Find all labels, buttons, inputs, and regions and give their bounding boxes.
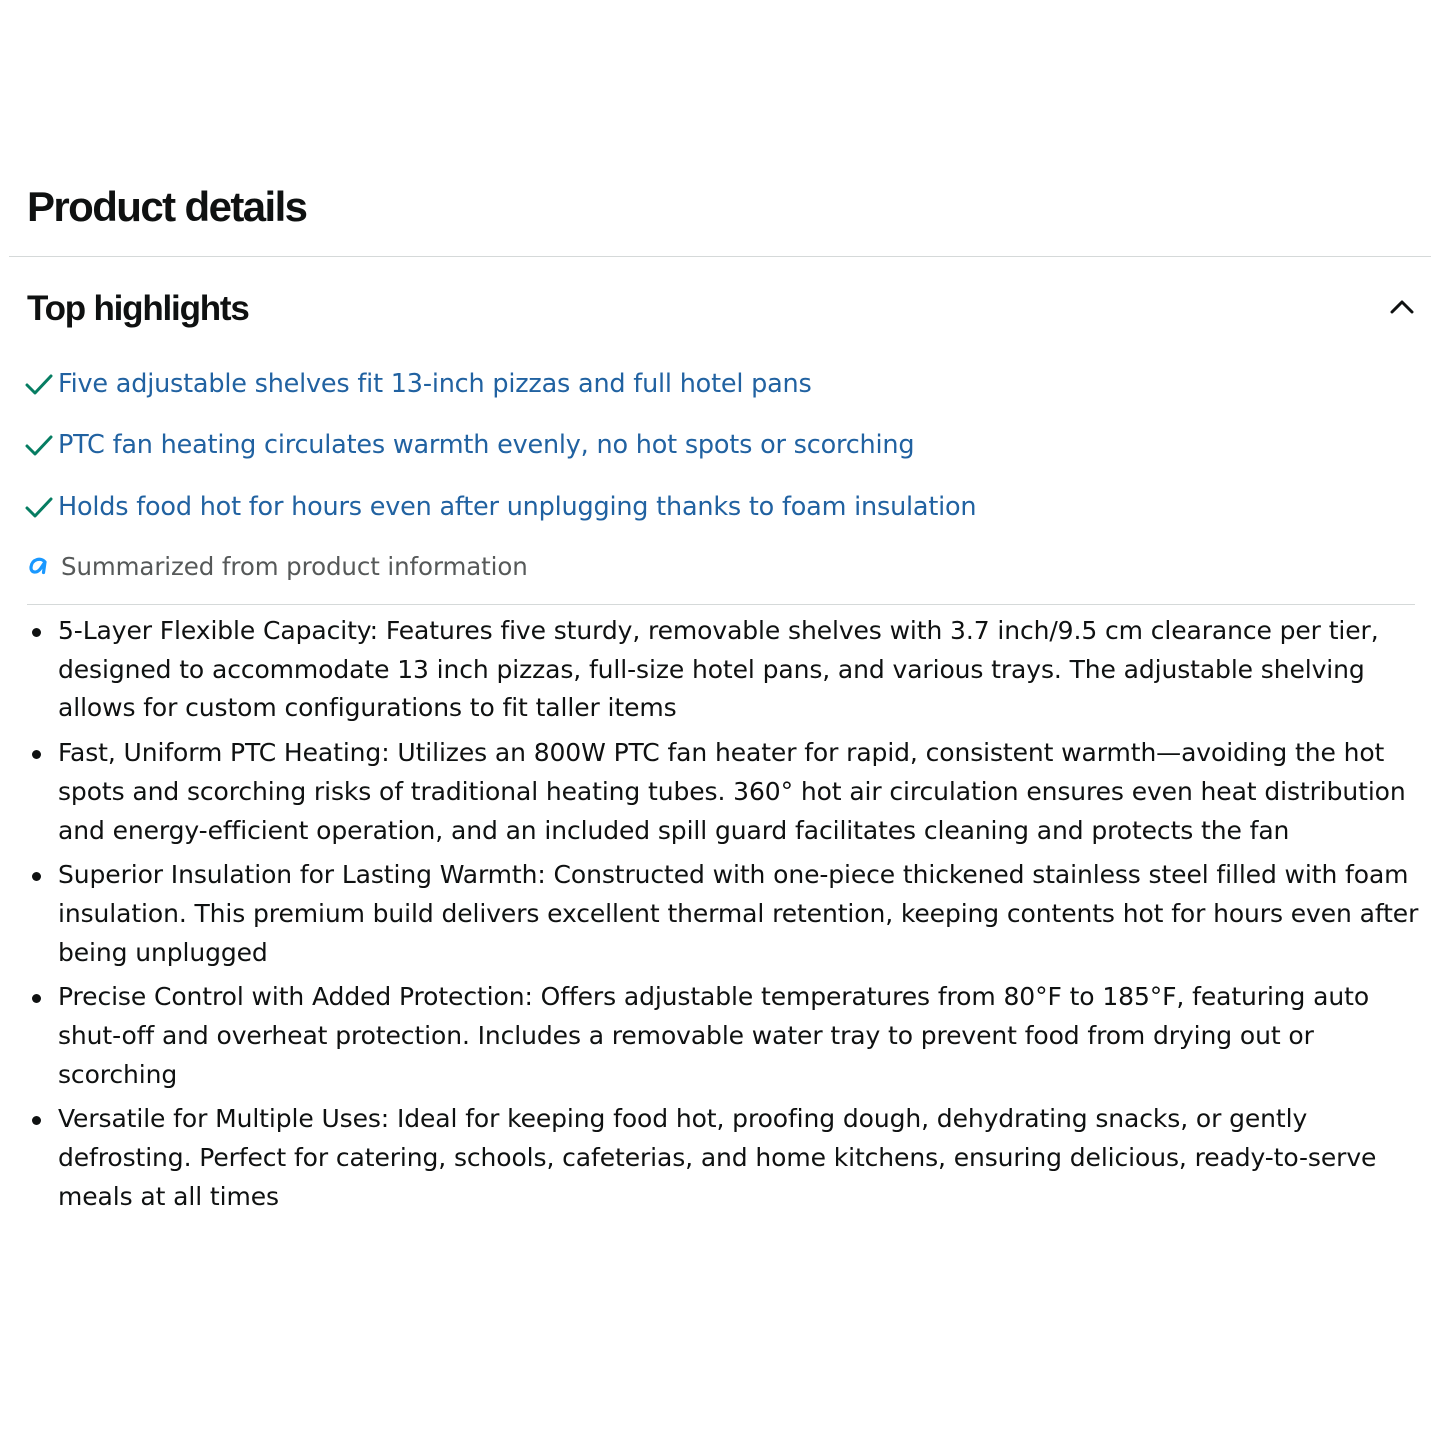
- feature-bullet: [58, 734, 1420, 850]
- bullet-dot: [32, 872, 41, 881]
- section-title: Top highlights: [27, 289, 249, 328]
- ai-summary-icon: [27, 554, 51, 578]
- summary-text: Summarized from product information: [61, 551, 528, 581]
- top-highlights-header[interactable]: [27, 282, 1417, 336]
- feature-bullet-text: Superior Insulation for Lasting Warmth: Constructed with one-piece thickened stainless steel filled with foam insulation. This premium build delivers excellent thermal retention, keeping contents hot for hours even after being unplugged: [58, 860, 1419, 967]
- feature-bullet-text: 5-Layer Flexible Capacity: Features five sturdy, removable shelves with 3.7 inch/9.5 cm clearance per tier, designed to accommodate 13 inch pizzas, full-size hotel pans, and various trays. The adjustable shelving allows for custom configurations to fit taller items: [58, 616, 1379, 723]
- details-divider: [27, 604, 1415, 605]
- section-divider: [9, 256, 1431, 257]
- highlight-text: PTC fan heating circulates warmth evenly, no hot spots or scorching: [58, 430, 915, 460]
- bullet-dot: [32, 628, 41, 637]
- chevron-up-icon[interactable]: [1387, 292, 1417, 322]
- page-title: Product details: [27, 183, 307, 230]
- bullet-dot: [32, 750, 41, 759]
- highlight-item: [25, 487, 976, 527]
- feature-bullet: [58, 612, 1420, 728]
- feature-bullet-text: Precise Control with Added Protection: Offers adjustable temperatures from 80°F to 185°F, featuring auto shut-off and overheat protection. Includes a removable water tray to prevent food from drying out or scorching: [58, 982, 1370, 1089]
- feature-bullet: [58, 978, 1420, 1094]
- check-icon: [25, 431, 53, 459]
- highlight-text: Five adjustable shelves fit 13-inch pizzas and full hotel pans: [58, 369, 812, 399]
- feature-bullet-text: Fast, Uniform PTC Heating: Utilizes an 800W PTC fan heater for rapid, consistent warmth—avoiding the hot spots and scorching risks of traditional heating tubes. 360° hot air circulation ensures even heat distribution and energy-efficient operation, and an included spill guard facilitates cleaning and protects the fan: [58, 738, 1406, 845]
- ai-summary-note: [27, 546, 528, 586]
- highlight-item: [25, 425, 914, 465]
- highlight-text: Holds food hot for hours even after unplugging thanks to foam insulation: [58, 492, 977, 522]
- bullet-dot: [32, 1116, 41, 1125]
- feature-bullet-text: Versatile for Multiple Uses: Ideal for keeping food hot, proofing dough, dehydrating snacks, or gently defrosting. Perfect for catering, schools, cafeterias, and home kitchens, ensuring delicious, ready-to-serve meals at all times: [58, 1104, 1377, 1211]
- highlight-item: [25, 364, 812, 404]
- feature-bullet: [58, 1100, 1420, 1216]
- feature-bullet: [58, 856, 1420, 972]
- bullet-dot: [32, 994, 41, 1003]
- check-icon: [25, 370, 53, 398]
- feature-bullet-list: [58, 612, 1420, 1223]
- check-icon: [25, 493, 53, 521]
